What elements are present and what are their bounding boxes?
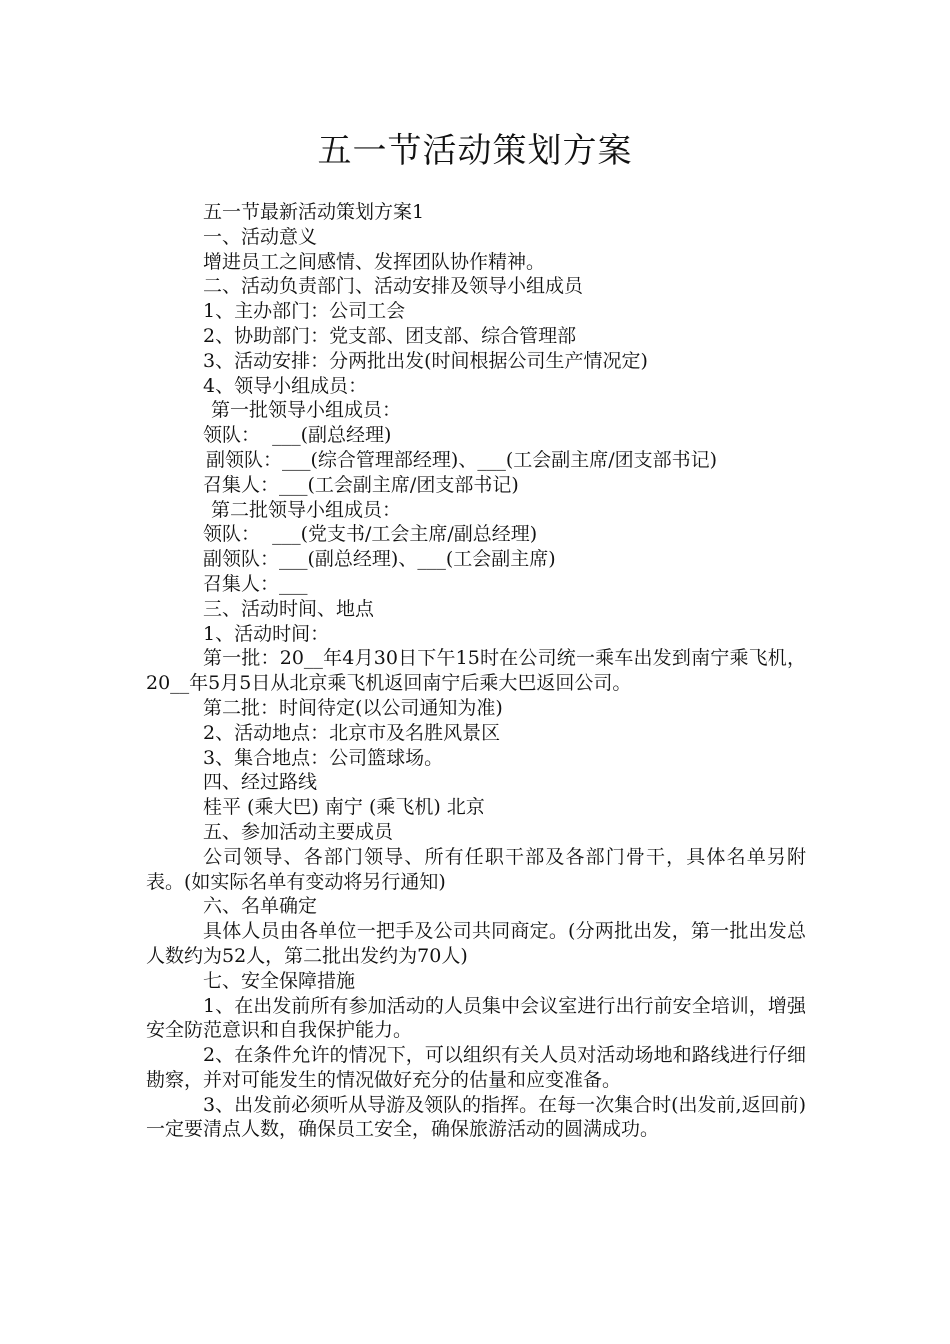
paragraph: 1、主办部门：公司工会 <box>203 300 406 323</box>
paragraph: 2、在条件允许的情况下，可以组织有关人员对活动场地和路线进行仔细勘察，并对可能发生的情况做好充分的估量和应变准备。 <box>146 1044 806 1091</box>
paragraph: 召集人：___(工会副主席/团支部书记) <box>203 473 519 496</box>
section-heading: 一、活动意义 <box>203 225 318 248</box>
paragraph: 第一批：20__年4月30日下午15时在公司统一乘车出发到南宁乘飞机，20__年5月5日从北京乘飞机返回南宁后乘大巴返回公司。 <box>146 647 806 695</box>
paragraph: 领队： ___(副总经理) <box>203 424 392 447</box>
paragraph: 副领队：___(综合管理部经理)、___(工会副主席/团支部书记) <box>206 448 718 471</box>
paragraph: 2、活动地点：北京市及名胜风景区 <box>203 721 501 744</box>
paragraph: 第二批：时间待定(以公司通知为准) <box>203 696 503 719</box>
paragraph: 3、活动安排：分两批出发(时间根据公司生产情况定) <box>203 349 648 372</box>
paragraph: 公司领导、各部门领导、所有任职干部及各部门骨干，具体名单另附表。(如实际名单有变动将另行通知) <box>146 845 806 893</box>
document-body <box>146 200 806 1142</box>
paragraph: 第一批领导小组成员： <box>211 399 402 422</box>
paragraph: 1、活动时间： <box>203 622 330 645</box>
paragraph: 具体人员由各单位一把手及公司共同商定。(分两批出发，第一批出发总人数约为52人，第二批出发约为70人) <box>146 920 806 967</box>
paragraph: 4、领导小组成员： <box>203 374 368 397</box>
section-heading: 三、活动时间、地点 <box>203 597 375 620</box>
paragraph: 第二批领导小组成员： <box>211 498 402 521</box>
paragraph: 1、在出发前所有参加活动的人员集中会议室进行出行前安全培训，增强安全防范意识和自我保护能力。 <box>146 994 806 1042</box>
paragraph: 桂平 (乘大巴) 南宁 (乘飞机) 北京 <box>203 796 485 819</box>
section-heading: 二、活动负责部门、活动安排及领导小组成员 <box>203 275 584 298</box>
paragraph: 领队： ___(党支书/工会主席/副总经理) <box>203 523 538 546</box>
paragraph: 3、出发前必须听从导游及领队的指挥。在每一次集合时(出发前,返回前)一定要清点人数，确保员工安全，确保旅游活动的圆满成功。 <box>146 1093 806 1141</box>
paragraph: 增进员工之间感情、发挥团队协作精神。 <box>203 250 546 273</box>
paragraph: 副领队：___(副总经理)、___(工会副主席) <box>203 548 556 571</box>
section-heading: 五、参加活动主要成员 <box>203 820 394 843</box>
section-heading: 六、名单确定 <box>203 895 318 918</box>
document-title: 五一节活动策划方案 <box>317 131 633 171</box>
paragraph: 召集人：___ <box>203 572 308 595</box>
paragraph: 2、协助部门：党支部、团支部、综合管理部 <box>203 324 577 347</box>
paragraph: 五一节最新活动策划方案1 <box>203 201 425 223</box>
section-heading: 七、安全保障措施 <box>203 969 356 992</box>
section-heading: 四、经过路线 <box>203 771 318 794</box>
paragraph: 3、集合地点：公司篮球场。 <box>203 746 444 769</box>
